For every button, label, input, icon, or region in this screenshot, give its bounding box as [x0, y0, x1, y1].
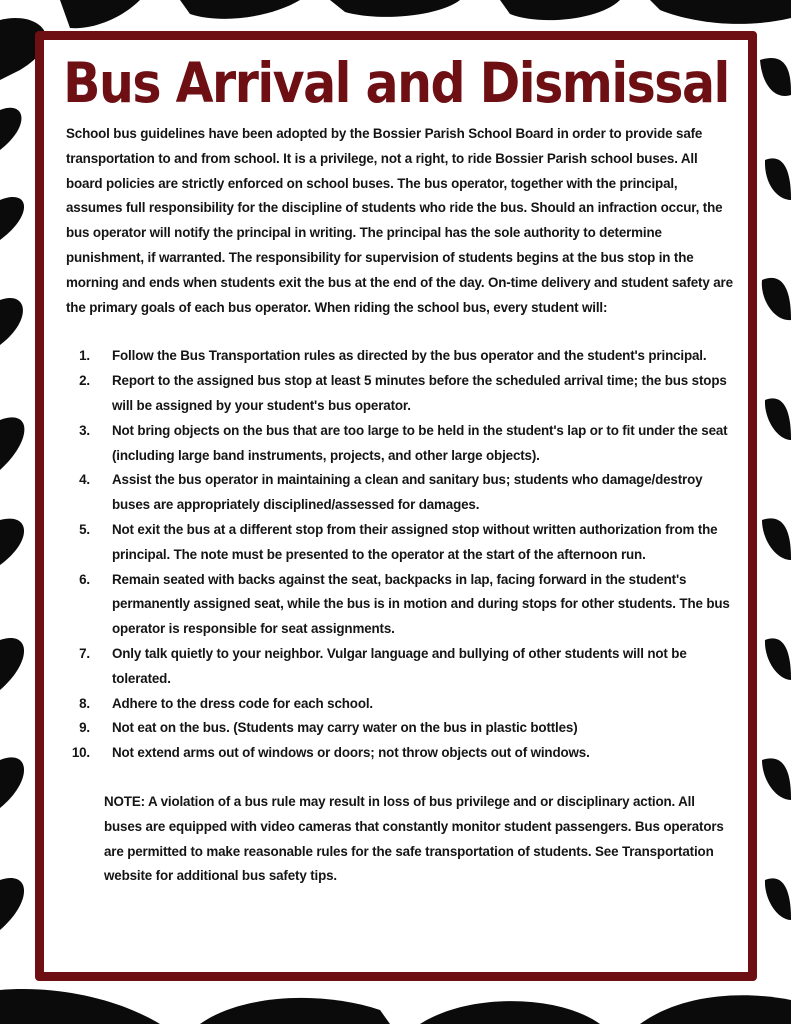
rule-text: Only talk quietly to your neighbor. Vulgar language and bullying of other students will not be tolerated.: [112, 645, 687, 686]
rule-item: [66, 369, 734, 419]
intro-paragraph: School bus guidelines have been adopted by the Bossier Parish School Board in order to provide safe transportation to and from school. It is a privilege, not a right, to ride Bossier Parish school buses. All board policies are strictly enforced on school buses. The bus operator, together with the principal, assumes full responsibility for the discipline of students who ride the bus. Should an infraction occur, the bus operator will notify the principal in writing. The principal has the sole authority to determine punishment, if warranted. The responsibility for supervision of students begins at the bus stop in the morning and ends when students exit the bus at the end of the day. On-time delivery and student safety are the primary goals of each bus operator. When riding the school bus, every student will:: [66, 126, 733, 315]
rule-text: Remain seated with backs against the seat, backpacks in lap, facing forward in the student's permanently assigned seat, while the bus is in motion and during stops for other students. The bus operator is responsible for seat assignments.: [112, 571, 730, 637]
rule-number: 2.: [79, 373, 90, 389]
rule-number: 3.: [79, 422, 90, 438]
rule-text: Follow the Bus Transportation rules as directed by the bus operator and the student's principal.: [112, 348, 707, 364]
rule-number: 10.: [71, 745, 90, 761]
flyer-body: [66, 122, 734, 889]
rule-text: Not bring objects on the bus that are too large to be held in the student's lap or to fit under the seat (including large band instruments, projects, and other large objects).: [112, 422, 728, 463]
rule-item: [66, 716, 734, 741]
flyer-card: [35, 31, 757, 981]
rule-item: [66, 642, 734, 692]
rule-item: [66, 568, 734, 642]
rule-text: Assist the bus operator in maintaining a clean and sanitary bus; students who damage/destroy buses are appropriately disciplined/assessed for damages.: [112, 472, 703, 513]
rule-number: 9.: [79, 720, 90, 736]
rule-text: Not extend arms out of windows or doors; not throw objects out of windows.: [112, 745, 590, 761]
rule-item: [66, 741, 734, 766]
rule-item: [66, 518, 734, 568]
rule-text: Report to the assigned bus stop at least 5 minutes before the scheduled arrival time; the bus stops will be assigned by your student's bus operator.: [112, 373, 727, 413]
rule-text: Adhere to the dress code for each school.: [112, 695, 373, 711]
rule-item: [66, 344, 734, 369]
rule-text: Not eat on the bus. (Students may carry water on the bus in plastic bottles): [112, 720, 578, 736]
flyer-title: Bus Arrival and Dismissal: [63, 51, 729, 116]
rule-number: 6.: [79, 571, 90, 587]
rule-number: 1.: [79, 348, 90, 364]
rule-number: 7.: [79, 645, 90, 661]
rule-number: 4.: [79, 472, 90, 488]
rule-item: [66, 468, 734, 518]
rules-list: [66, 344, 734, 766]
rule-item: [66, 419, 734, 469]
rule-number: 5.: [79, 521, 90, 537]
rule-item: [66, 692, 734, 717]
rule-text: Not exit the bus at a different stop from their assigned stop without written authorization from the principal. The note must be presented to the operator at the start of the afternoon run.: [112, 521, 718, 562]
note-paragraph: NOTE: A violation of a bus rule may result in loss of bus privilege and or disciplinary action. All buses are equipped with video cameras that constantly monitor student passengers. Bus operators are permitted to make reasonable rules for the safe transportation of students. See Transportation website for additional bus safety tips.: [104, 793, 724, 884]
rule-number: 8.: [79, 695, 90, 711]
